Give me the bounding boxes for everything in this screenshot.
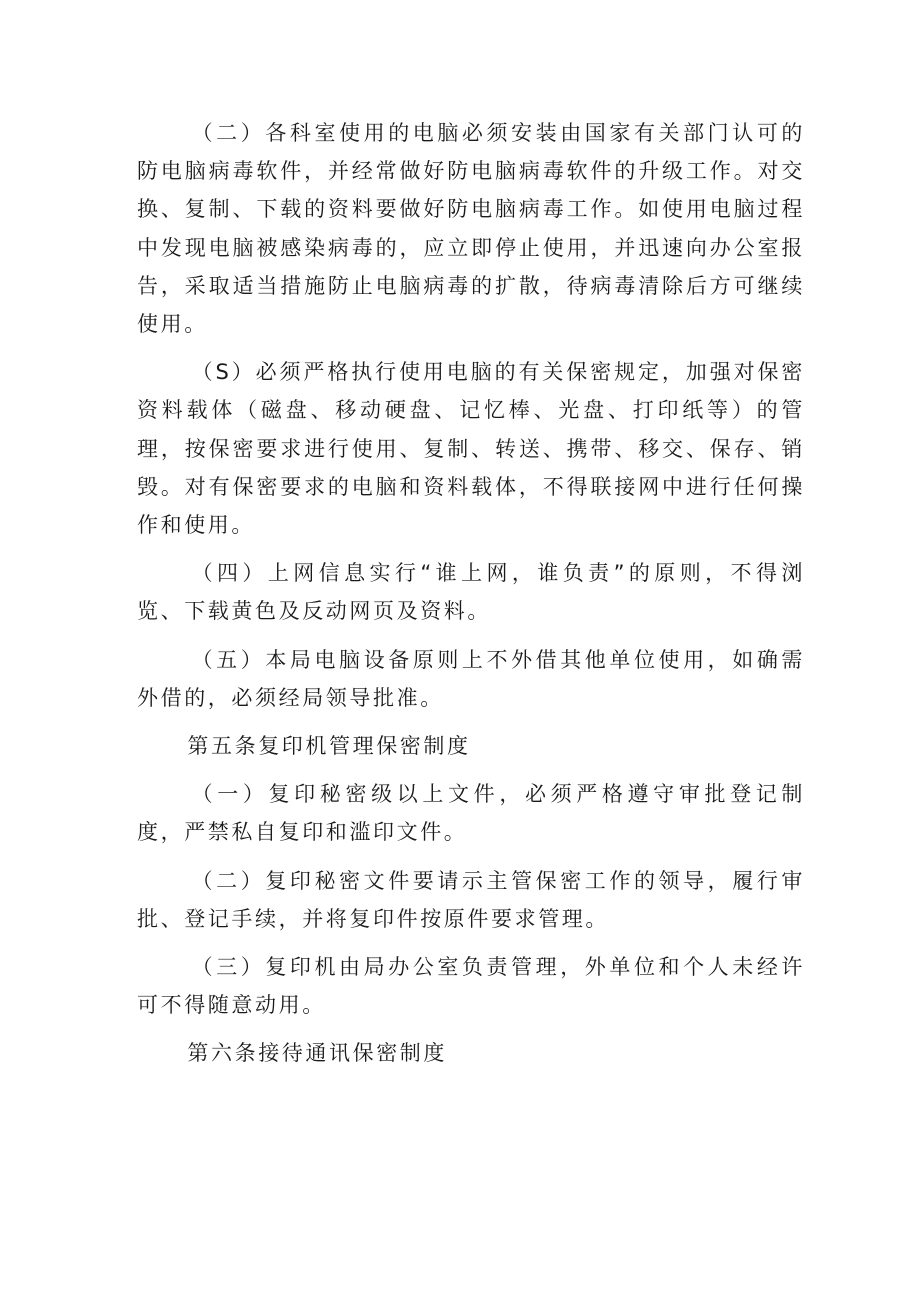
paragraph-copy-approval: （一）复印秘密级以上文件，必须严格遵守审批登记制度，严禁私自复印和滥印文件。 — [137, 782, 805, 845]
paragraph-computer-antivirus: （二）各科室使用的电脑必须安装由国家有关部门认可的防电脑病毒软件，并经常做好防电脑病毒软件的升级工作。对交换、复制、下载的资料要做好防电脑病毒工作。如使用电脑过程中发现电脑被感染病毒的，应立即停止使用，并迅速向办公室报告，采取适当措施防止电脑病毒的扩散，待病毒清除后方可继续使用。 — [137, 121, 805, 337]
paragraph-copier-management: （三）复印机由局办公室负责管理，外单位和个人未经许可不得随意动用。 — [137, 955, 805, 1018]
paragraph-equipment-lending: （五）本局电脑设备原则上不外借其他单位使用，如确需外借的，必须经局领导批准。 — [137, 647, 805, 710]
section-heading-article-5: 第五条复印机管理保密制度 — [187, 734, 471, 759]
section-heading-article-6: 第六条接待通讯保密制度 — [187, 1041, 447, 1066]
document-body — [137, 114, 805, 1083]
paragraph-copy-registration: （二）复印秘密文件要请示主管保密工作的领导，履行审批、登记手续，并将复印件按原件要求管理。 — [137, 868, 805, 931]
paragraph-internet-responsibility: （四）上网信息实行“谁上网，谁负责”的原则，不得浏览、下载黄色及反动网页及资料。 — [137, 561, 805, 624]
paragraph-storage-media-secrecy: （S）必须严格执行使用电脑的有关保密规定，加强对保密资料载体（磁盘、移动硬盘、记忆棒、光盘、打印纸等）的管理，按保密要求进行使用、复制、转送、携带、移交、保存、销毁。对有保密要求的电脑和资料载体，不得联接网中进行任何操作和使用。 — [137, 360, 805, 538]
